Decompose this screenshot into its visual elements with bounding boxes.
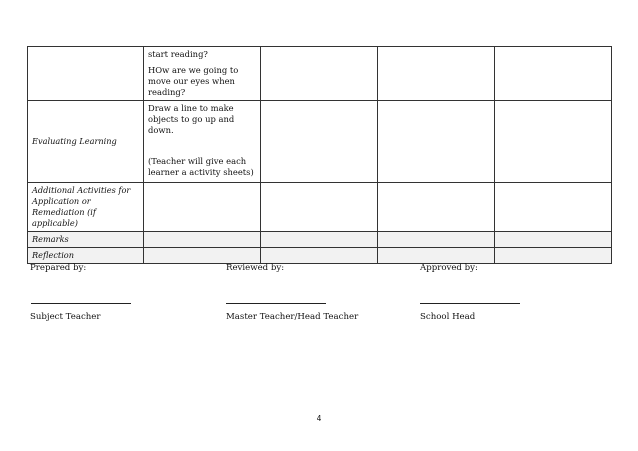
signature-line bbox=[31, 303, 131, 304]
signature-line bbox=[226, 303, 326, 304]
table-cell bbox=[495, 248, 612, 264]
content-text: HOw are we going to move our eyes when reading? bbox=[148, 65, 239, 97]
table-cell bbox=[261, 248, 378, 264]
table-cell bbox=[261, 232, 378, 248]
row-label: Additional Activities for Application or Remediation (if applicable) bbox=[28, 183, 144, 232]
row-label: Reflection bbox=[28, 248, 144, 264]
table-cell bbox=[378, 47, 495, 101]
table-cell bbox=[495, 101, 612, 183]
row-label: Evaluating Learning bbox=[28, 101, 144, 183]
lesson-plan-table bbox=[27, 46, 612, 264]
signature-line bbox=[420, 303, 520, 304]
page-number: 4 bbox=[316, 414, 322, 423]
row-label: Remarks bbox=[28, 232, 144, 248]
row-content bbox=[144, 248, 261, 264]
table-cell bbox=[495, 232, 612, 248]
master-teacher-title: Master Teacher/Head Teacher bbox=[226, 312, 359, 322]
row-content bbox=[144, 47, 261, 101]
row-content bbox=[144, 101, 261, 183]
table-cell bbox=[261, 101, 378, 183]
table-cell bbox=[261, 47, 378, 101]
row-label bbox=[28, 47, 144, 101]
table-row bbox=[28, 101, 612, 183]
approved-by-label: Approved by: bbox=[420, 263, 478, 273]
subject-teacher-title: Subject Teacher bbox=[30, 312, 101, 322]
table-cell bbox=[378, 183, 495, 232]
table-cell bbox=[495, 183, 612, 232]
table-row bbox=[28, 232, 612, 248]
content-text: (Teacher will give each learner a activity sheets) bbox=[148, 156, 254, 177]
table-row bbox=[28, 183, 612, 232]
table-cell bbox=[378, 248, 495, 264]
content-text: Draw a line to make objects to go up and down. bbox=[148, 103, 235, 135]
table-cell bbox=[378, 232, 495, 248]
row-content bbox=[144, 232, 261, 248]
table-cell bbox=[378, 101, 495, 183]
table-cell bbox=[495, 47, 612, 101]
table-row bbox=[28, 47, 612, 101]
prepared-by-label: Prepared by: bbox=[30, 263, 87, 273]
table-row bbox=[28, 248, 612, 264]
reviewed-by-label: Reviewed by: bbox=[226, 263, 285, 273]
table-cell bbox=[261, 183, 378, 232]
row-content bbox=[144, 183, 261, 232]
school-head-title: School Head bbox=[420, 312, 476, 322]
content-text: start reading? bbox=[148, 49, 208, 59]
